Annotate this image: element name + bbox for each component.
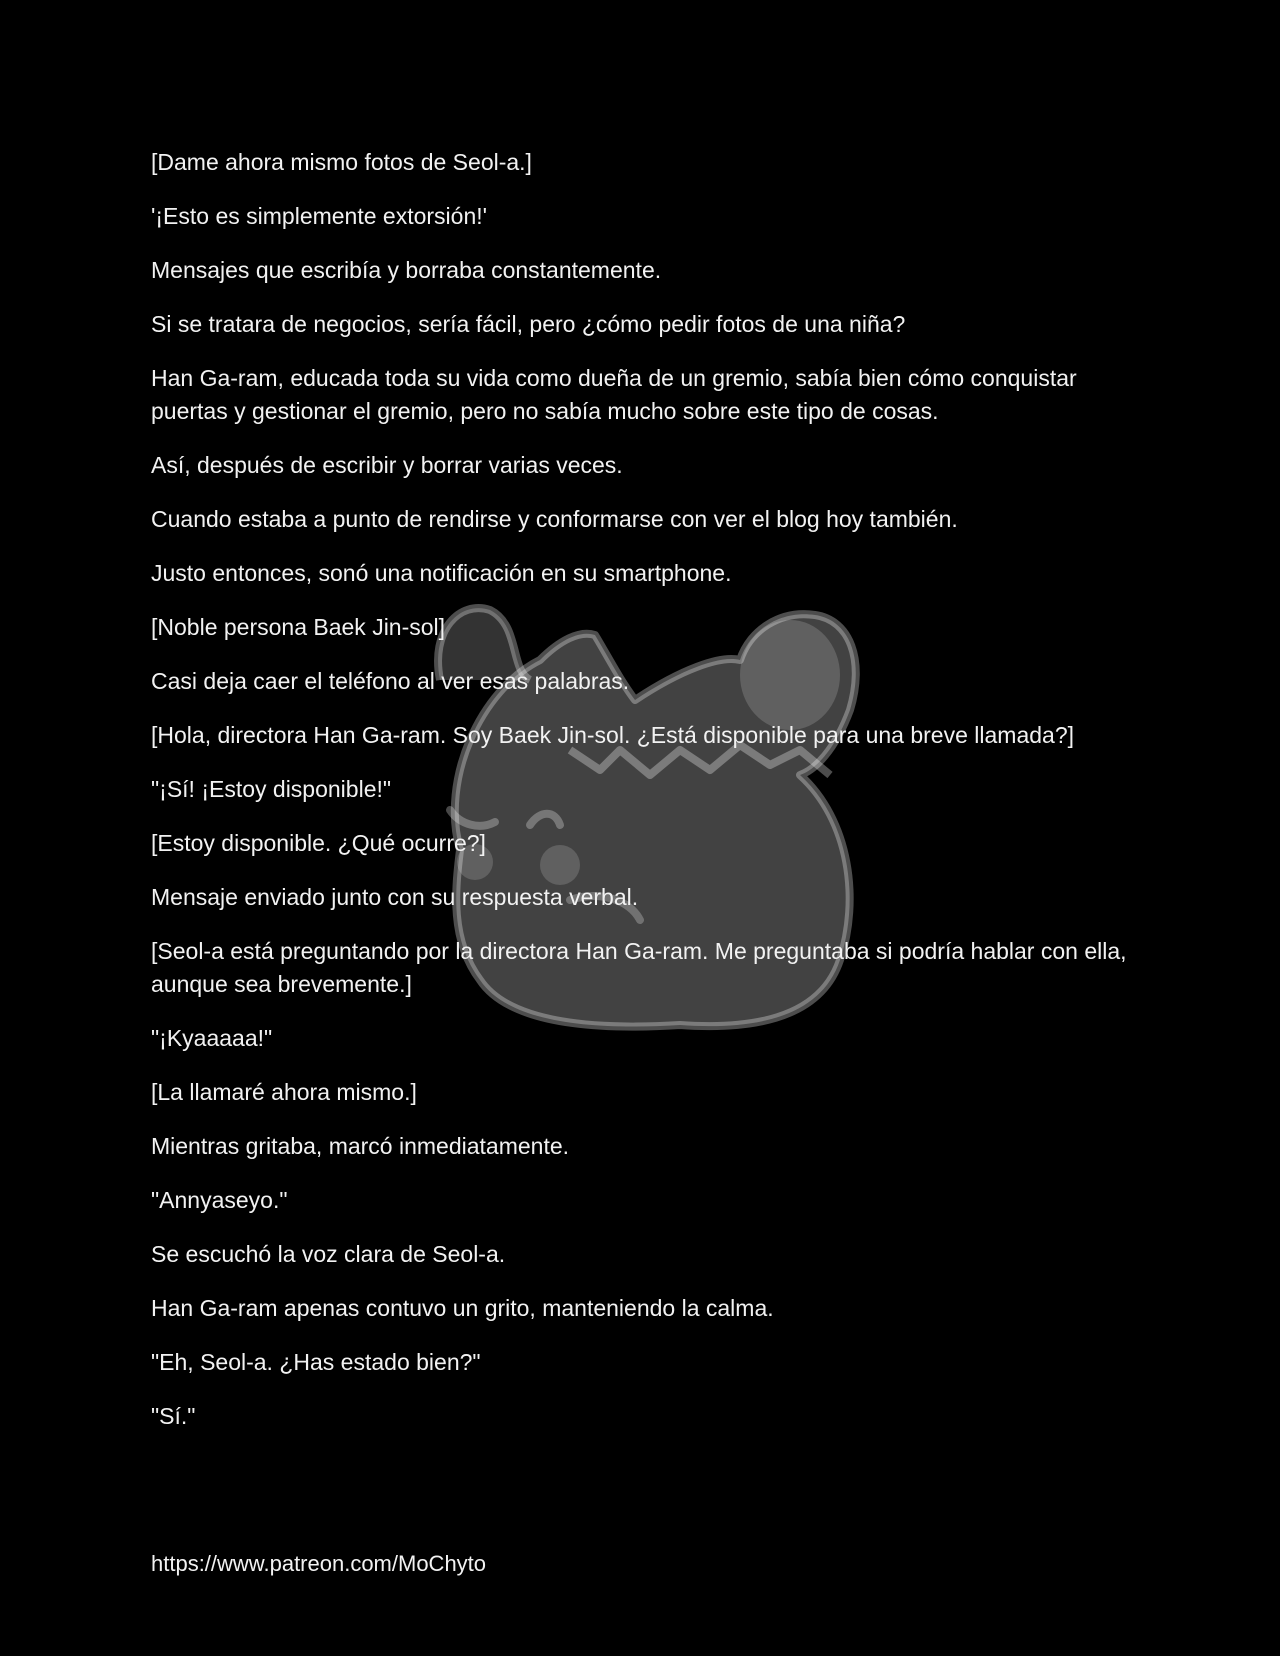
paragraph: "¡Kyaaaaa!" [151,1025,273,1051]
paragraph: "¡Sí! ¡Estoy disponible!" [151,776,392,802]
paragraph: Así, después de escribir y borrar varias veces. [151,452,623,478]
paragraph: Han Ga-ram, educada toda su vida como dueña de un gremio, sabía bien cómo conquistar puertas y gestionar el gremio, pero no sabía mucho sobre este tipo de cosas. [151,365,1077,424]
paragraph: Justo entonces, sonó una notificación en su smartphone. [151,560,732,586]
paragraph: Mensajes que escribía y borraba constantemente. [151,257,662,283]
chapter-text [151,146,1141,1454]
paragraph: Casi deja caer el teléfono al ver esas palabras. [151,668,630,694]
paragraph: '¡Esto es simplemente extorsión!' [151,203,488,229]
paragraph: [La llamaré ahora mismo.] [151,1079,417,1105]
paragraph: "Sí." [151,1403,196,1429]
paragraph: [Seol-a está preguntando por la directora Han Ga-ram. Me preguntaba si podría hablar con ella, aunque sea brevemente.] [151,938,1127,997]
paragraph: Mensaje enviado junto con su respuesta verbal. [151,884,639,910]
paragraph: [Hola, directora Han Ga-ram. Soy Baek Jin-sol. ¿Está disponible para una breve llamada?] [151,722,1075,748]
paragraph: [Noble persona Baek Jin-sol] [151,614,446,640]
paragraph: Mientras gritaba, marcó inmediatamente. [151,1133,570,1159]
paragraph: "Annyaseyo." [151,1187,288,1213]
paragraph: "Eh, Seol-a. ¿Has estado bien?" [151,1349,481,1375]
patreon-link[interactable]: https://www.patreon.com/MoChyto [151,1551,487,1576]
paragraph: [Estoy disponible. ¿Qué ocurre?] [151,830,486,856]
paragraph: Se escuchó la voz clara de Seol-a. [151,1241,506,1267]
paragraph: Han Ga-ram apenas contuvo un grito, manteniendo la calma. [151,1295,774,1321]
paragraph: [Dame ahora mismo fotos de Seol-a.] [151,149,532,175]
paragraph: Si se tratara de negocios, sería fácil, pero ¿cómo pedir fotos de una niña? [151,311,906,337]
paragraph: Cuando estaba a punto de rendirse y conformarse con ver el blog hoy también. [151,506,958,532]
